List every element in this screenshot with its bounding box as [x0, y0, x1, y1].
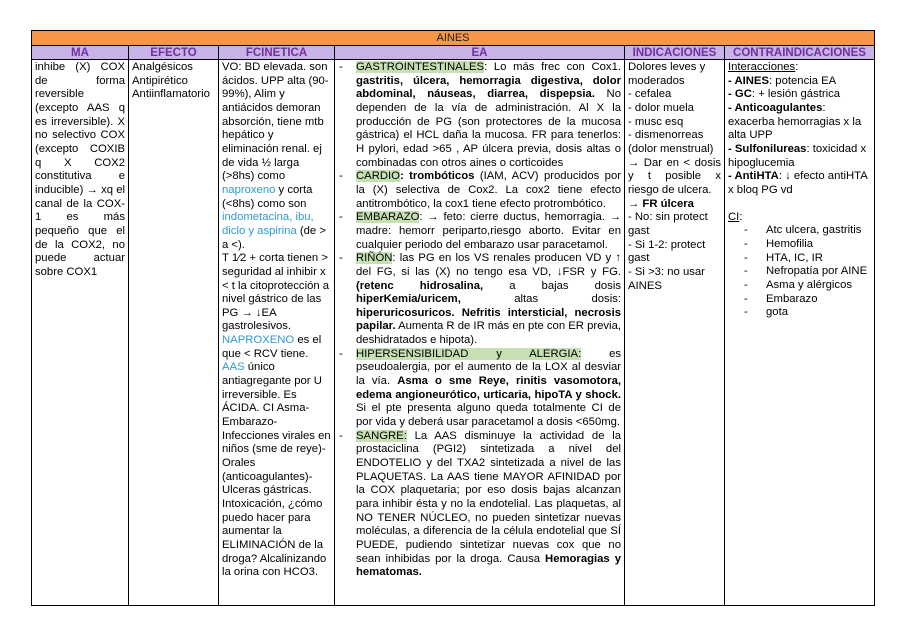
ea-cardio: - CARDIO: trombóticos (IAM, ACV) producidos por la (X) selectiva de Cox2. La cox2 tiene efecto antitrombótico, la cox1 tiene efecto protrombótico.	[339, 170, 621, 210]
interaccion-item: - Sulfonilureas: toxicidad x hipoglucemia	[728, 142, 867, 169]
indicacion-item: - dolor muela	[628, 101, 694, 114]
indicacion-item: - Si >3: no usar AINES	[628, 265, 705, 292]
ci-item: - gota	[744, 306, 788, 319]
ci-item: - Atc ulcera, gastritis	[744, 224, 862, 237]
naproxeno-link-text: naproxeno	[222, 183, 276, 196]
ci-item: - Hemofilia	[744, 237, 814, 250]
fcinetica-text-2: T 1⁄2 + corta tienen > seguridad al inhibir x < t la citoprotección a nivel gástrico de las PG → ↓EA gastrolesivos. NAPROXENO es el que < RCV tiene. AAS único antiagregante por U irreversible. Es ÁCIDA. CI Asma-Embarazo-Infecciones virales en niños (sme de reye)-Orales (anticoagulantes)-Ulceras gástricas. Intoxicación, ¿cómo puedo hacer para aumentar la ELIMINACIÓN de la droga? Alcalinizando la orina con HCO3.	[222, 252, 331, 579]
indicacion-item: → Dar en < dosis y t posible x riesgo de ulcera.	[628, 156, 721, 196]
cell-ma	[32, 60, 129, 605]
cell-efecto	[129, 60, 219, 605]
interaccion-item: - AINES: potencia EA	[728, 74, 837, 87]
ma-text: inhibe (X) COX de forma reversible (excepto AAS q es irreversible). X no selectivo COX (excepto COXIB q X COX2 constitutiva e inducible) → xq el canal de la COX- 1 es más pequeño que el de la COX2, no puede actuar sobre COX1	[35, 61, 125, 278]
cell-contraindicaciones	[725, 60, 874, 605]
ci-item: - HTA, IC, IR	[744, 251, 823, 264]
indicacion-item: - musc esq	[628, 115, 684, 128]
interacciones-heading: Interacciones:	[728, 61, 799, 73]
ci-heading: CI:	[728, 210, 743, 223]
indicacion-item: Dolores leves y moderados	[628, 61, 706, 87]
interaccion-item: - GC: + lesión gástrica	[728, 88, 841, 101]
header-contraindicaciones: CONTRAINDICACIONES	[725, 46, 874, 60]
ea-embarazo: - EMBARAZO: → feto: cierre ductus, hemorragia. → madre: hemorr periparto,riesgo aborto. Evitar en cualquier periodo del embarazo usar paracetamol.	[339, 211, 621, 251]
ci-item: - Asma y alérgicos	[744, 278, 853, 291]
ci-item: - Nefropatía por AINE	[744, 265, 868, 278]
header-ea: EA	[335, 46, 625, 60]
header-indicaciones: INDICACIONES	[625, 46, 725, 60]
indicacion-item: → FR úlcera	[628, 197, 694, 210]
header-efecto: EFECTO	[129, 46, 219, 60]
cell-fcinetica	[219, 60, 335, 605]
cell-indicaciones	[625, 60, 725, 605]
header-ma: MA	[32, 46, 129, 60]
indicacion-item: - cefalea	[628, 88, 672, 101]
naproxeno-caps: NAPROXENO	[222, 334, 295, 347]
interaccion-item: - AntiHTA: ↓ efecto antiHTA x bloq PG vd	[728, 170, 868, 196]
ci-item: - Embarazo	[744, 292, 818, 305]
header-fcinetica: FCINETICA	[219, 46, 335, 60]
ea-rinon: - RIÑÓN: las PG en los VS renales producen VD y ↑ del FG, si las (X) no tengo esa VD, ↓FSR y FG. (retenc hidrosalina, a bajas dosis hiperKemia/uricem, altas dosis: hiperuricosuricos. Nefritis intersticial, necrosis papilar. Aumenta R de IR más en pte con ER previa, deshidratados e hipota).	[339, 252, 622, 347]
aines-table	[31, 30, 875, 606]
ea-sangre: - SANGRE: La AAS disminuye la actividad de la prostaciclina (PGI2) sintetizada a nivel del ENDOTELIO y del TXA2 sintetizada a nivel de las PLAQUETAS. La AAS tiene MAYOR AFINIDAD por la COX plaquetaria; por eso dosis bajas alcanzan para inhibir ésta y no la endotelial. Las plaquetas, al NO TENER NÚCLEO, no pueden sintetizar nuevas moléculas, a diferencia de la célula endotelial que SÍ PUEDE, pudiendo sintetizar nuevas cox que no sean inhibidas por la droga. Causa Hemoragias y hematomas.	[339, 429, 622, 579]
ea-gastro: - GASTROINTESTINALES: Lo más frec con Cox1. gastritis, úlcera, hemorragia digestiva, dolor abdominal, náuseas, diarrea, dispepsia. No dependen de la vía de administración. Al X la producción de PG (son protectores de la mucosa gástrica) el HCL daña la mucosa. FR para tenerlos: H pylori, edad >65 , AP úlcera previa, dosis altas o combinadas con otros aines o corticoides	[339, 61, 621, 169]
indicacion-item: - dismenorreas (dolor menstrual)	[628, 129, 714, 155]
table-title: AINES	[32, 31, 874, 46]
aas-text: AAS	[222, 361, 245, 374]
cell-ea	[335, 60, 625, 605]
indicacion-item: - No: sin protect gast	[628, 211, 708, 237]
efecto-item: Antipirético	[132, 74, 188, 87]
ea-hipersensibilidad: - HIPERSENSIBILIDAD y ALERGIA: es pseudoalergia, por el aumento de la LOX al desviar la vía. Asma o sme Reye, rinitis vasomotora, edema angioneurótico, urticaria, hipoTA y shock. Si el pte presenta alguno queda totalmente CI de por vida y deberá usar paracetamol a dosis <650mg.	[339, 347, 621, 429]
efecto-item: Antiinflamatorio	[132, 88, 210, 101]
indicacion-item: - Si 1-2: protect gast	[628, 238, 706, 265]
efecto-item: Analgésicos	[132, 61, 193, 73]
fcinetica-text: VO: BD elevada. son ácidos. UPP alta (90-99%), Alim y antiácidos demoran absorción, tiene mtb hepático y eliminación renal. ej de vida ½ larga (>8hs) como naproxeno y corta (<8hs) como son indometacina, ibu, diclo y aspirina (de > a <).	[222, 61, 329, 251]
short-halflife-drugs: indometacina, ibu, diclo y aspirina	[222, 211, 314, 237]
interaccion-item: - Anticoagulantes: exacerba hemorragias x la alta UPP	[728, 101, 862, 142]
